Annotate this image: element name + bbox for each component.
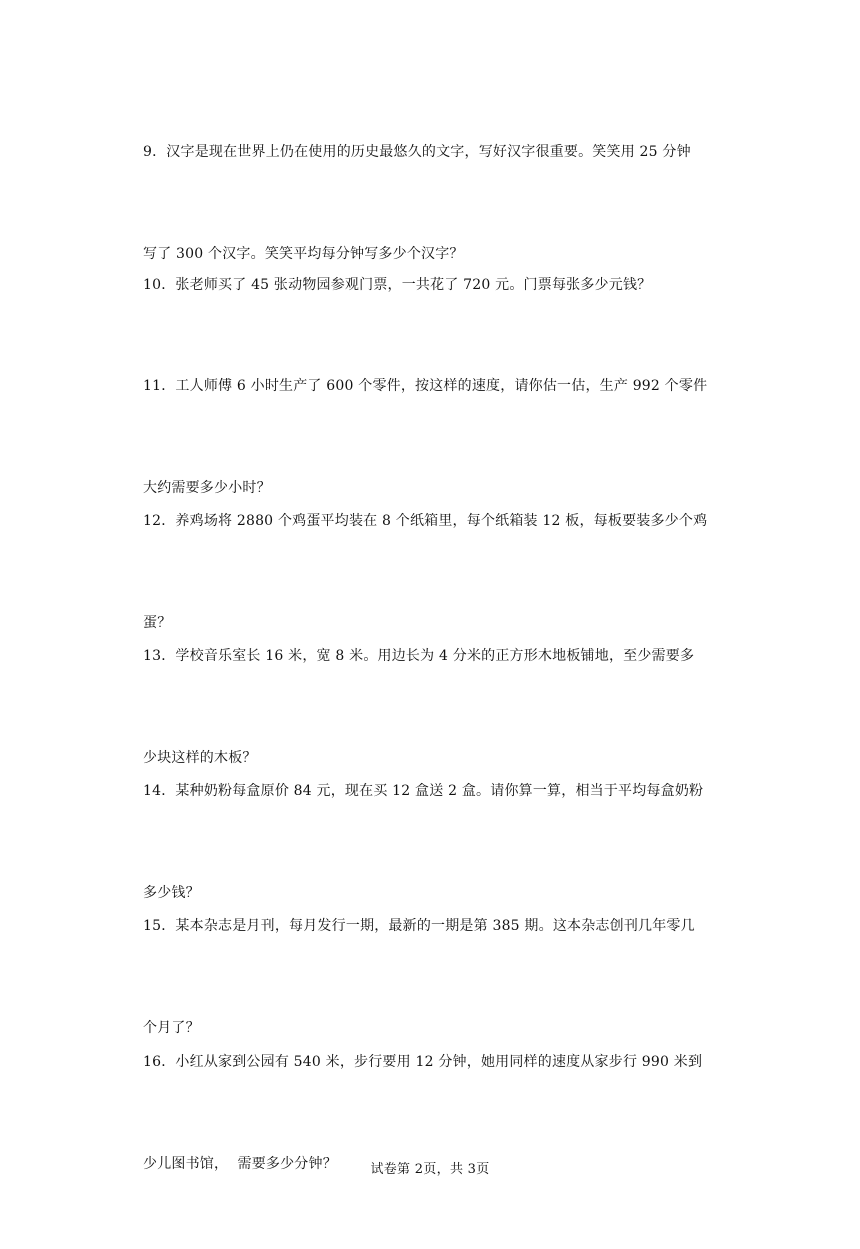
question-16: [143, 977, 723, 1249]
page-number-footer: 试卷第 2页，共 3页: [370, 1162, 490, 1177]
question-11-line-2: 大约需要多少小时？: [143, 480, 271, 496]
question-13-line-1: 13．学校音乐室长 16 米，宽 8 米。用边长为 4 分米的正方形木地板铺地，至少需要多: [143, 648, 695, 664]
question-15-line-1: 15．某本杂志是月刊，每月发行一期，最新的一期是第 385 期。这本杂志创刊几年零几: [143, 918, 695, 934]
question-15-line-2: 个月了？: [143, 1020, 200, 1036]
question-14-line-2: 多少钱？: [143, 885, 200, 901]
question-14-line-1: 14．某种奶粉每盒原价 84 元，现在买 12 盒送 2 盒。请你算一算，相当于平均每盒奶粉: [143, 783, 704, 799]
question-12-line-1: 12．养鸡场将 2880 个鸡蛋平均装在 8 个纸箱里，每个纸箱装 12 板，每板要装多少个鸡: [143, 513, 708, 529]
question-11-line-1: 11．工人师傅 6 小时生产了 600 个零件，按这样的速度，请你估一估，生产 992 个零件: [143, 378, 708, 394]
question-9-line-2: 写了 300 个汉字。笑笑平均每分钟写多少个汉字？: [143, 246, 464, 262]
question-16-line-2: 少儿图书馆， 需要多少分钟？: [143, 1156, 337, 1172]
question-10-line-1: 10．张老师买了 45 张动物园参观门票，一共花了 720 元。门票每张多少元钱？: [143, 277, 652, 293]
question-16-line-1: 16．小红从家到公园有 540 米，步行要用 12 分钟，她用同样的速度从家步行 990 米到: [143, 1054, 703, 1070]
question-12-line-2: 蛋？: [143, 615, 172, 631]
question-13-line-2: 少块这样的木板？: [143, 750, 257, 766]
question-9-line-1: 9．汉字是现在世界上仍在使用的历史最悠久的文字，写好汉字很重要。笑笑用 25 分钟: [143, 144, 691, 160]
